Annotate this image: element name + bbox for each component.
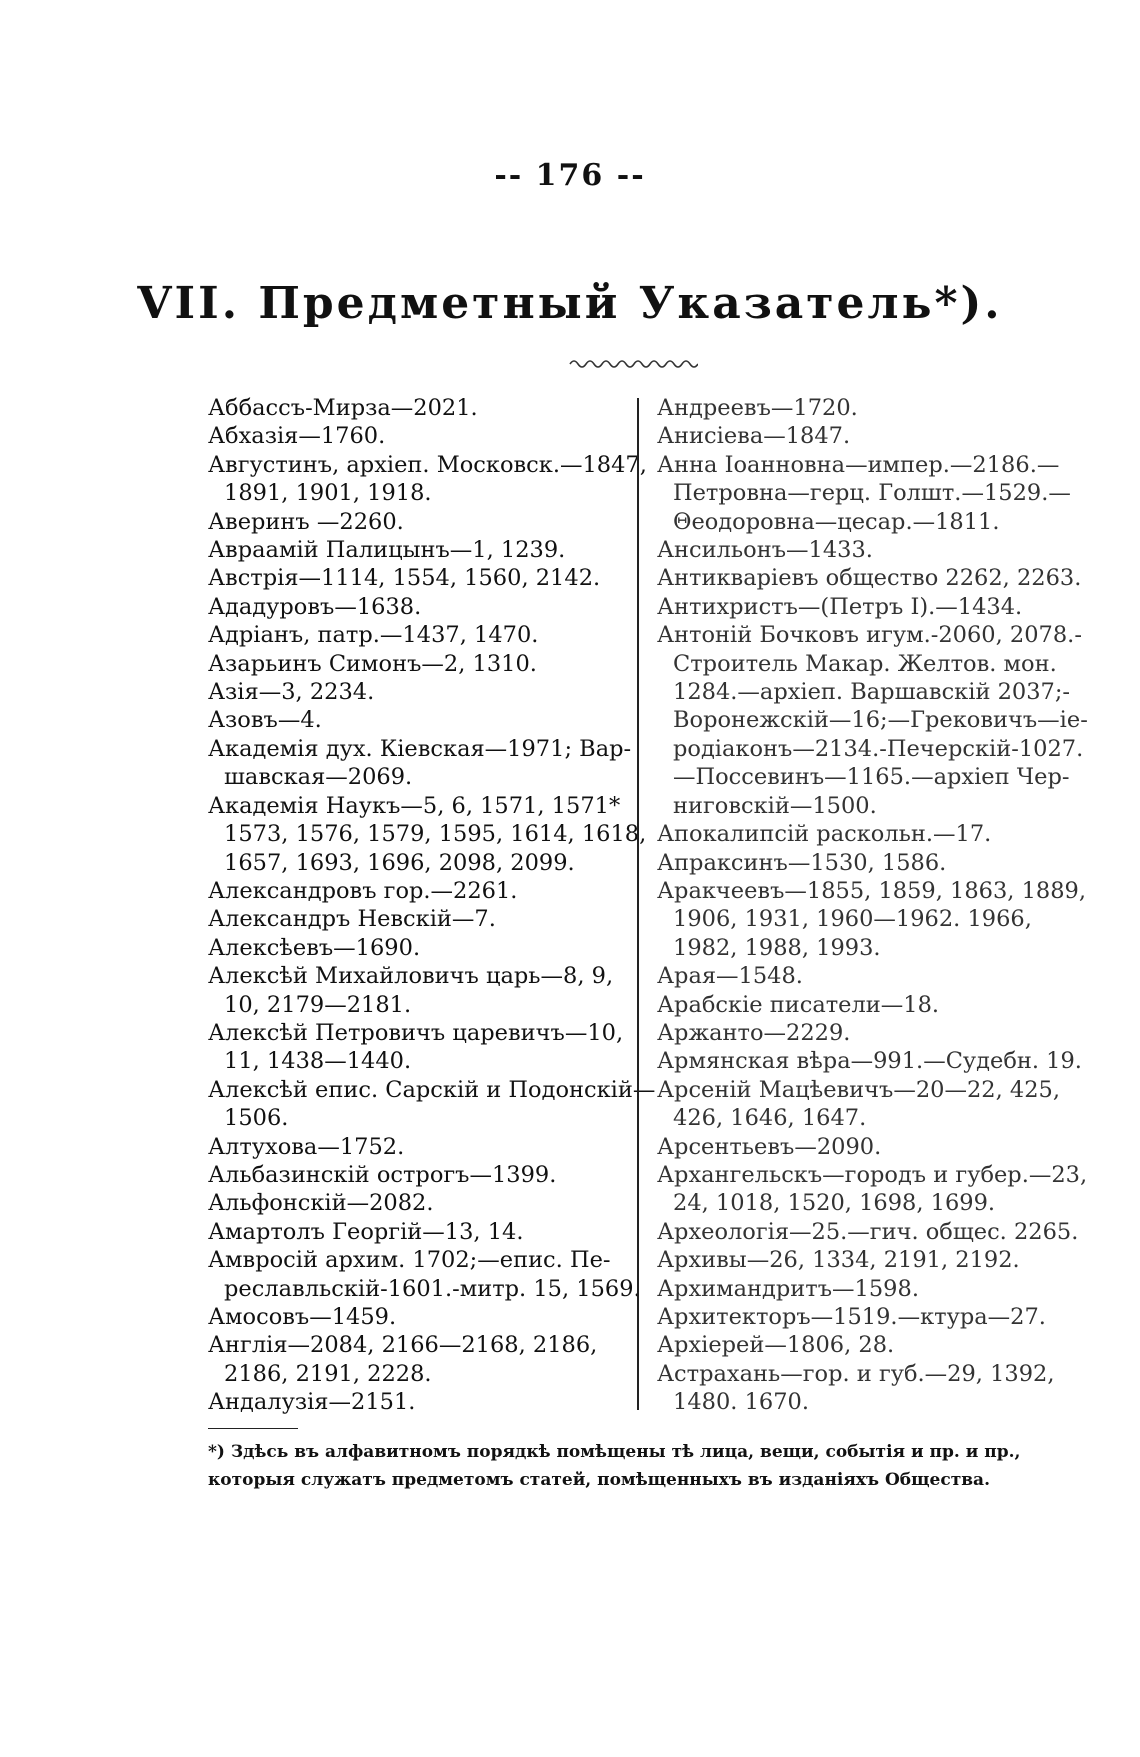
index-entry [208, 706, 628, 734]
index-entry [208, 1303, 628, 1331]
index-entry-line: Арсеній Мацѣевичъ—20—22, 425, [657, 1076, 1061, 1103]
index-entry-line: Абхазія—1760. [208, 423, 386, 450]
index-entry [208, 1388, 628, 1416]
index-column-right [657, 394, 1088, 1417]
index-entry [657, 1246, 1077, 1274]
index-entry [208, 1019, 628, 1076]
index-entry-continuation: 1480. 1670. [673, 1389, 809, 1416]
index-entry [208, 593, 628, 621]
index-entry-line: Аверинъ —2260. [208, 508, 404, 535]
index-entry-line: Архіерей—1806, 28. [657, 1332, 895, 1359]
index-entry-line: Авраамій Палицынъ—1, 1239. [208, 537, 566, 564]
index-entry-line: Арсентьевъ—2090. [657, 1133, 882, 1160]
index-entry [657, 1133, 1077, 1161]
index-entry-line: Анна Іоанновна—импер.—2186.— [657, 451, 1060, 478]
index-entry-line: Академія Наукъ—5, 6, 1571, 1571* [208, 792, 621, 819]
index-entry [657, 1360, 1077, 1417]
index-entry-continuation: 1573, 1576, 1579, 1595, 1614, 1618, [224, 821, 647, 848]
index-entry [657, 1076, 1077, 1133]
index-entry-continuation: 2186, 2191, 2228. [224, 1360, 432, 1387]
index-entry-continuation: 24, 1018, 1520, 1698, 1699. [673, 1190, 996, 1217]
index-entry-line: Астрахань—гор. и губ.—29, 1392, [657, 1360, 1055, 1387]
index-entry [208, 962, 628, 1019]
index-entry-line: Алексѣй епис. Сарскій и Подонскій— [208, 1076, 656, 1103]
index-entry [657, 849, 1077, 877]
index-entry [208, 1246, 641, 1303]
index-entry [657, 820, 1077, 848]
index-entry [208, 1076, 656, 1133]
index-entry-continuation: 1906, 1931, 1960—1962. 1966, [673, 906, 1032, 933]
index-entry [208, 905, 628, 933]
index-entry-line: Азовъ—4. [208, 707, 322, 734]
index-entry [657, 1275, 1077, 1303]
index-entry-continuation: Воронежскій—16;—Грековичъ—іе- [673, 707, 1088, 734]
index-entry-continuation: ниговскій—1500. [673, 792, 877, 819]
index-entry-line: Англія—2084, 2166—2168, 2186, [208, 1332, 598, 1359]
index-entry [208, 650, 628, 678]
index-entry [208, 422, 628, 450]
index-entry [657, 593, 1077, 621]
index-entry-line: Академія дух. Кіевская—1971; Вар- [208, 735, 632, 762]
index-entry [208, 1133, 628, 1161]
index-entry-continuation: 1657, 1693, 1696, 2098, 2099. [224, 849, 575, 876]
index-entry [208, 1218, 628, 1246]
footnote-line: которыя служатъ предметомъ статей, помѣщенныхъ въ изданіяхъ Общества. [208, 1470, 990, 1490]
footnote-line: *) Здѣсь въ алфавитномъ порядкѣ помѣщены тѣ лица, вещи, событія и пр. и пр., [208, 1442, 1021, 1462]
index-entry-line: Апокалипсій раскольн.—17. [657, 821, 992, 848]
index-entry-line: Анисіева—1847. [657, 423, 851, 450]
index-entry [208, 678, 628, 706]
index-entry [208, 792, 647, 877]
index-entry-line: Андалузія—2151. [208, 1389, 416, 1416]
index-entry [657, 1047, 1082, 1075]
index-entry-line: Алексѣй Михайловичъ царь—8, 9, [208, 963, 614, 990]
footnote [208, 1438, 1068, 1494]
index-entry [657, 962, 1077, 990]
index-entry-line: Амвросій архим. 1702;—епис. Пе- [208, 1247, 611, 1274]
index-entry-line: Алексѣй Петровичъ царевичъ—10, [208, 1019, 624, 1046]
index-entry [208, 1161, 628, 1189]
index-entry [208, 564, 628, 592]
index-entry-continuation: 1891, 1901, 1918. [224, 480, 432, 507]
ornament-squiggle [568, 356, 698, 372]
index-entry [657, 564, 1082, 592]
index-entry-line: Алексѣевъ—1690. [208, 934, 421, 961]
index-entry-line: Альбазинскій острогъ—1399. [208, 1161, 557, 1188]
index-entry [657, 1019, 1077, 1047]
section-title: VII. Предметный Указатель*). [137, 278, 1003, 329]
index-entry-continuation: Строитель Макар. Желтов. мон. [673, 650, 1057, 677]
index-entry-line: Архитекторъ—1519.—ктура—27. [657, 1304, 1046, 1330]
index-entry [657, 1161, 1088, 1218]
index-entry [657, 1303, 1077, 1331]
index-entry-continuation: реславльскій-1601.-митр. 15, 1569. [224, 1275, 641, 1302]
index-entry [208, 394, 628, 422]
index-entry [657, 621, 1088, 820]
index-entry-line: Антихристъ—(Петръ I).—1434. [657, 593, 1023, 620]
page-number: -- 176 -- [494, 158, 646, 193]
index-entry-line: Ададуровъ—1638. [208, 593, 422, 620]
index-entry-continuation: 426, 1646, 1647. [673, 1105, 867, 1132]
index-entry [208, 877, 628, 905]
index-entry-continuation: —Поссевинъ—1165.—архіеп Чер- [673, 764, 1070, 791]
index-entry-continuation: Θеодоровна—цесар.—1811. [673, 508, 1000, 535]
index-entry [208, 735, 632, 792]
index-entry-line: Андреевъ—1720. [657, 395, 858, 421]
index-entry-continuation: 11, 1438—1440. [224, 1048, 412, 1075]
index-entry-line: Ансильонъ—1433. [657, 537, 873, 564]
index-entry [657, 877, 1087, 962]
index-entry-line: Архимандритъ—1598. [657, 1275, 919, 1302]
index-entry-continuation: 1506. [224, 1105, 289, 1132]
index-entry-line: Адріанъ, патр.—1437, 1470. [208, 622, 539, 649]
index-entry-continuation: шавская—2069. [224, 764, 413, 791]
index-entry-line: Азія—3, 2234. [208, 679, 375, 706]
index-entry-line: Археологія—25.—гич. общес. 2265. [657, 1218, 1079, 1245]
index-entry [657, 422, 1077, 450]
index-entry [657, 991, 1077, 1019]
index-entry-continuation: родіаконъ—2134.-Печерскій-1027. [673, 735, 1084, 762]
index-entry [208, 451, 647, 508]
index-entry [208, 1189, 628, 1217]
index-entry-line: Антикваріевъ общество 2262, 2263. [657, 565, 1082, 592]
index-entry-line: Армянская вѣра—991.—Судебн. 19. [657, 1048, 1082, 1075]
index-entry [657, 1331, 1077, 1359]
index-entry-line: Амартолъ Георгій—13, 14. [208, 1218, 524, 1245]
footnote-rule [208, 1428, 298, 1429]
index-entry-line: Австрія—1114, 1554, 1560, 2142. [208, 565, 601, 592]
index-entry [208, 621, 628, 649]
index-entry-line: Амосовъ—1459. [208, 1304, 397, 1330]
index-entry [208, 536, 628, 564]
index-entry-continuation: 10, 2179—2181. [224, 991, 412, 1018]
index-entry [657, 394, 1077, 422]
index-entry-line: Архивы—26, 1334, 2191, 2192. [657, 1247, 1020, 1274]
index-entry [208, 508, 628, 536]
index-entry-line: Алтухова—1752. [208, 1133, 405, 1160]
index-entry-line: Александровъ гор.—2261. [208, 877, 518, 904]
index-entry-line: Арабскіе писатели—18. [657, 991, 940, 1018]
index-entry-continuation: Петровна—герц. Голшт.—1529.— [673, 480, 1071, 507]
index-entry-line: Аржанто—2229. [657, 1019, 851, 1046]
index-entry-line: Августинъ, архіеп. Московск.—1847, [208, 451, 647, 478]
index-entry-line: Антоній Бочковъ игум.-2060, 2078.- [657, 622, 1082, 649]
index-entry [657, 451, 1077, 536]
index-entry-line: Архангельскъ—городъ и губер.—23, [657, 1161, 1088, 1188]
index-column-left [208, 394, 656, 1417]
index-entry-continuation: 1982, 1988, 1993. [673, 934, 881, 961]
index-entry [657, 1218, 1077, 1246]
index-entry [657, 536, 1077, 564]
index-entry-continuation: 1284.—архіеп. Варшавскій 2037;- [673, 679, 1071, 706]
index-entry-line: Апраксинъ—1530, 1586. [657, 849, 947, 876]
index-entry-line: Аббассъ-Мирза—2021. [208, 395, 478, 421]
index-entry-line: Александръ Невскій—7. [208, 906, 496, 933]
index-entry-line: Альфонскій—2082. [208, 1190, 434, 1217]
column-divider [637, 398, 639, 1410]
index-entry-line: Арая—1548. [657, 963, 803, 990]
index-entry [208, 1331, 628, 1388]
index-entry-line: Аракчеевъ—1855, 1859, 1863, 1889, [657, 877, 1087, 904]
index-entry [208, 934, 628, 962]
index-entry-line: Азарьинъ Симонъ—2, 1310. [208, 650, 537, 677]
